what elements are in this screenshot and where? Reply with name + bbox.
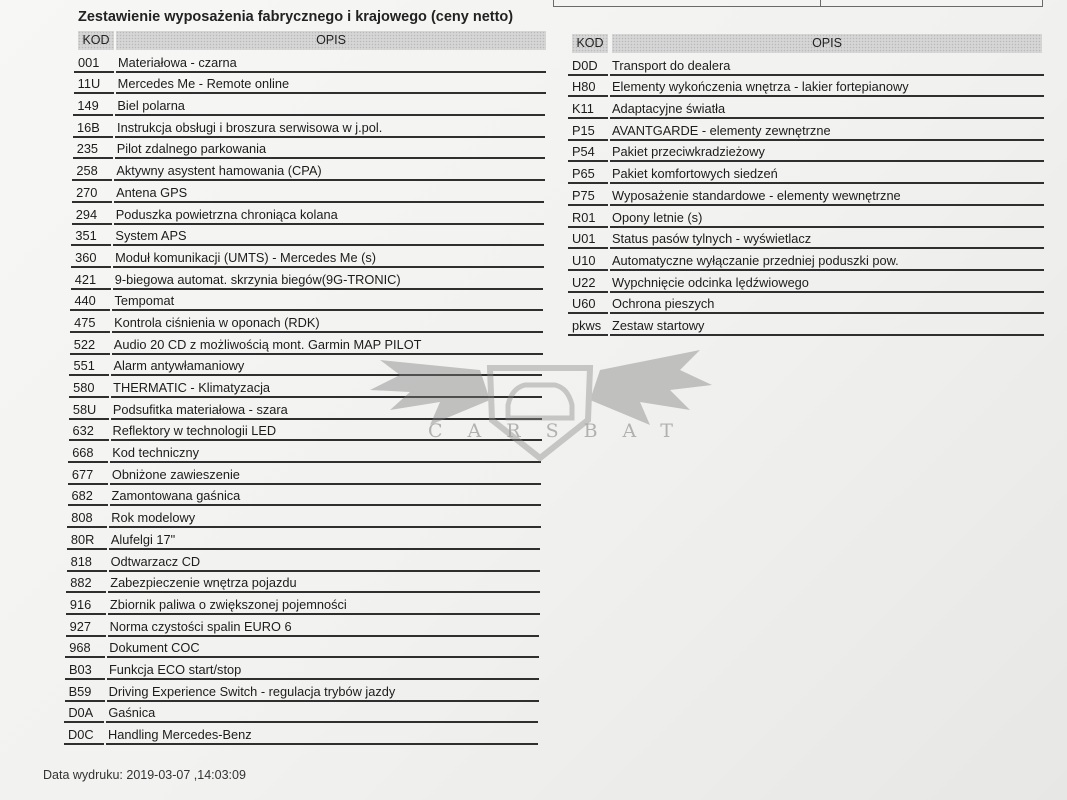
table-row [66, 159, 548, 181]
option-code: 677 [71, 466, 94, 482]
table-row [568, 184, 1044, 206]
option-description: Zabezpieczenie wnętrza pojazdu [110, 575, 297, 591]
header-opis: OPIS [116, 31, 546, 50]
option-code: 668 [72, 445, 94, 461]
table-row [66, 506, 548, 528]
option-code: B59 [68, 683, 92, 699]
right-wing-icon [590, 350, 712, 425]
option-code: 916 [69, 596, 92, 612]
option-description: Mercedes Me - Remote online [117, 76, 290, 92]
option-description: Aktywny asystent hamowania (CPA) [116, 163, 322, 179]
table-row [66, 268, 548, 290]
table-row [66, 51, 548, 73]
table-row [66, 116, 548, 138]
option-code: D0D [572, 57, 598, 73]
option-code: 001 [78, 54, 100, 70]
table-row [66, 94, 548, 116]
option-code: 927 [69, 618, 91, 634]
option-description: Odtwarzacz CD [110, 553, 201, 569]
option-description: Opony letnie (s) [612, 209, 703, 225]
print-date: Data wydruku: 2019-03-07 ,14:03:09 [43, 768, 246, 782]
option-code: R01 [572, 209, 596, 225]
header-opis: OPIS [612, 34, 1042, 53]
option-code: U01 [572, 231, 596, 247]
table-row [568, 249, 1044, 271]
option-description: Pakiet komfortowych siedzeń [612, 166, 778, 182]
option-description: Zamontowana gaśnica [111, 488, 241, 504]
table-row [66, 138, 548, 160]
table-row [568, 314, 1044, 336]
option-description: Dokument COC [109, 640, 200, 656]
table-row [66, 311, 548, 333]
table-header [66, 31, 548, 51]
table-row [66, 181, 548, 203]
table-row [66, 680, 548, 702]
option-description: Rok modelowy [111, 510, 196, 526]
option-code: U10 [572, 252, 596, 268]
option-description: Pilot zdalnego parkowania [116, 141, 267, 157]
option-description: Wypchnięcie odcinka lędźwiowego [612, 274, 809, 290]
header-kod: KOD [78, 31, 114, 50]
option-code: B03 [68, 661, 92, 677]
option-code: U22 [572, 274, 596, 290]
option-code: 351 [75, 228, 97, 244]
option-description: Norma czystości spalin EURO 6 [109, 618, 292, 634]
option-description: System APS [115, 228, 187, 244]
option-description: Tempomat [114, 293, 175, 309]
option-code: 682 [71, 488, 93, 504]
table-row [568, 271, 1044, 293]
option-description: Driving Experience Switch - regulacja trybów jazdy [108, 683, 396, 699]
watermark-text: CARSBAT [428, 420, 698, 442]
table-row [66, 615, 548, 637]
option-code: 818 [70, 553, 92, 569]
row-divider [64, 743, 104, 745]
table-row [66, 333, 548, 355]
table-row [66, 225, 548, 247]
option-code: 968 [69, 640, 91, 656]
option-code: U60 [572, 296, 596, 312]
option-code: 294 [75, 206, 98, 222]
option-code: 882 [70, 575, 92, 591]
table-row [66, 593, 548, 615]
option-code: 421 [74, 271, 97, 287]
option-code: P54 [572, 144, 595, 160]
row-divider [610, 334, 1044, 336]
option-code: 475 [74, 314, 96, 330]
option-code: 270 [76, 184, 98, 200]
table-row [66, 441, 548, 463]
option-code: K11 [572, 101, 594, 117]
header-kod: KOD [572, 34, 608, 53]
option-code: 16B [77, 119, 100, 135]
table-row [66, 658, 548, 680]
option-description: Antena GPS [116, 184, 188, 200]
option-description: Elementy wykończenia wnętrza - lakier fortepianowy [612, 79, 909, 95]
option-code: pkws [572, 317, 602, 333]
option-code: 235 [76, 141, 99, 157]
table-row [568, 228, 1044, 250]
table-row [66, 550, 548, 572]
option-code: 632 [72, 423, 94, 439]
option-description: Kod techniczny [112, 445, 199, 461]
table-row [66, 463, 548, 485]
option-description: Gaśnica [108, 705, 156, 721]
option-description: Audio 20 CD z możliwością mont. Garmin MAP PILOT [113, 336, 422, 352]
table-row [66, 572, 548, 594]
option-code: P75 [572, 187, 595, 203]
table-row [66, 485, 548, 507]
table-row [66, 723, 548, 745]
option-code: 360 [75, 249, 97, 265]
option-code: 440 [74, 293, 96, 309]
option-code: 551 [73, 358, 95, 374]
option-description: Alufelgi 17" [110, 531, 176, 547]
option-description: AVANTGARDE - elementy zewnętrzne [612, 122, 831, 138]
table-row [66, 73, 548, 95]
option-description: Status pasów tylnych - wyświetlacz [612, 231, 812, 247]
option-description: Zbiornik paliwa o zwiększonej pojemności [109, 596, 347, 612]
option-code: 808 [71, 510, 93, 526]
table-row [66, 290, 548, 312]
table-row [568, 206, 1044, 228]
option-description: Zestaw startowy [612, 317, 705, 333]
table-row [66, 637, 548, 659]
option-description: Automatyczne wyłączanie przedniej poduszki pow. [612, 252, 899, 268]
option-description: Obniżone zawieszenie [111, 466, 240, 482]
option-code: D0A [68, 705, 94, 721]
option-description: Kontrola ciśnienia w oponach (RDK) [114, 314, 320, 330]
option-description: Alarm antywłamaniowy [113, 358, 245, 374]
equipment-table-left [66, 31, 548, 745]
table-row [568, 119, 1044, 141]
option-description: Funkcja ECO start/stop [108, 661, 242, 677]
option-code: 258 [76, 163, 98, 179]
option-code: 11U [77, 76, 101, 92]
option-code: P15 [572, 122, 595, 138]
document-title: Zestawienie wyposażenia fabrycznego i krajowego (ceny netto) [78, 9, 514, 25]
row-divider [568, 334, 608, 336]
table-row [66, 398, 548, 420]
option-description: THERMATIC - Klimatyzacja [113, 380, 271, 395]
row-divider [106, 743, 538, 745]
option-code: H80 [572, 79, 596, 95]
option-description: Transport do dealera [612, 57, 731, 73]
top-box-divider [820, 0, 821, 6]
option-description: Instrukcja obsługi i broszura serwisowa w j.pol. [117, 119, 383, 135]
option-description: Ochrona pieszych [612, 296, 715, 312]
option-code: 149 [77, 98, 99, 114]
option-description: 9-biegowa automat. skrzynia biegów(9G-TRONIC) [114, 271, 401, 287]
table-row [66, 702, 548, 724]
table-body [568, 54, 1044, 336]
option-description: Adaptacyjne światła [612, 101, 726, 117]
table-header [568, 34, 1044, 54]
table-body [66, 51, 548, 745]
option-description: Poduszka powietrzna chroniąca kolana [115, 206, 338, 222]
option-code: D0C [68, 727, 94, 742]
option-description: Reflektory w technologii LED [112, 423, 277, 439]
option-description: Podsufitka materiałowa - szara [112, 401, 288, 417]
table-row [66, 246, 548, 268]
table-row [66, 203, 548, 225]
table-row [66, 376, 548, 398]
table-row [568, 76, 1044, 98]
table-row [66, 528, 548, 550]
option-description: Handling Mercedes-Benz [108, 727, 252, 742]
option-description: Biel polarna [117, 98, 185, 114]
table-row [568, 141, 1044, 163]
table-row [568, 293, 1044, 315]
table-row [568, 162, 1044, 184]
option-code: 522 [73, 336, 96, 352]
option-code: P65 [572, 166, 595, 182]
option-description: Moduł komunikacji (UMTS) - Mercedes Me (s) [115, 249, 377, 265]
option-description: Materiałowa - czarna [118, 54, 237, 70]
top-info-box [553, 0, 1043, 7]
table-row [66, 355, 548, 377]
equipment-table-right [568, 34, 1044, 336]
option-code: 580 [73, 380, 95, 395]
option-description: Wyposażenie standardowe - elementy wewnętrzne [612, 187, 901, 203]
option-code: 80R [70, 531, 95, 547]
option-description: Pakiet przeciwkradzieżowy [612, 144, 765, 160]
table-row [568, 97, 1044, 119]
table-row [568, 54, 1044, 76]
option-code: 58U [72, 401, 97, 417]
